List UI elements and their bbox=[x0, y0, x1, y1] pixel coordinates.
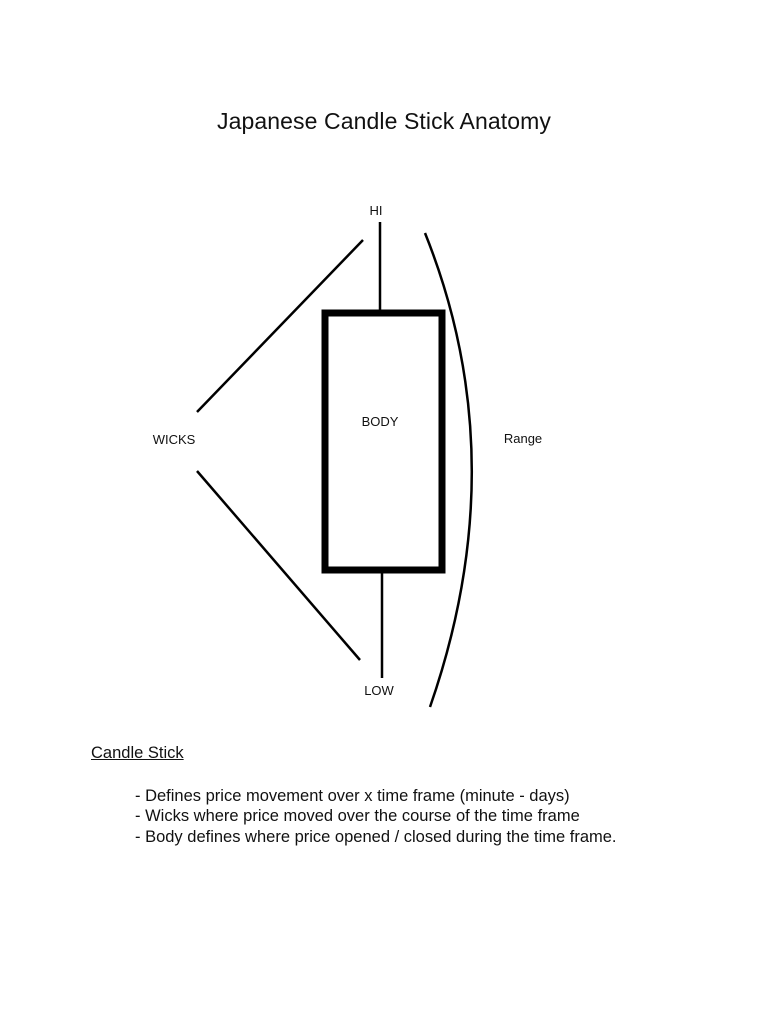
list-item: - Body defines where price opened / closed during the time frame. bbox=[135, 827, 617, 846]
body-label: BODY bbox=[361, 414, 399, 429]
list-item: - Defines price movement over x time frame (minute - days) bbox=[135, 786, 570, 805]
low-label: LOW bbox=[364, 683, 394, 698]
range-label: Range bbox=[503, 431, 543, 446]
list-item: - Wicks where price moved over the course of the time frame bbox=[135, 807, 580, 825]
wicks-label: WICKS bbox=[152, 432, 196, 447]
page-title: Japanese Candle Stick Anatomy bbox=[216, 108, 552, 134]
candle-body bbox=[325, 313, 442, 570]
notes-list bbox=[91, 786, 731, 848]
range-bracket-arc bbox=[425, 233, 472, 707]
wicks-pointer-upper bbox=[197, 240, 363, 412]
notes-section bbox=[91, 743, 731, 847]
notes-heading: Candle Stick bbox=[91, 744, 184, 762]
wicks-pointer-lower bbox=[197, 471, 360, 660]
hi-label: HI bbox=[369, 203, 383, 218]
